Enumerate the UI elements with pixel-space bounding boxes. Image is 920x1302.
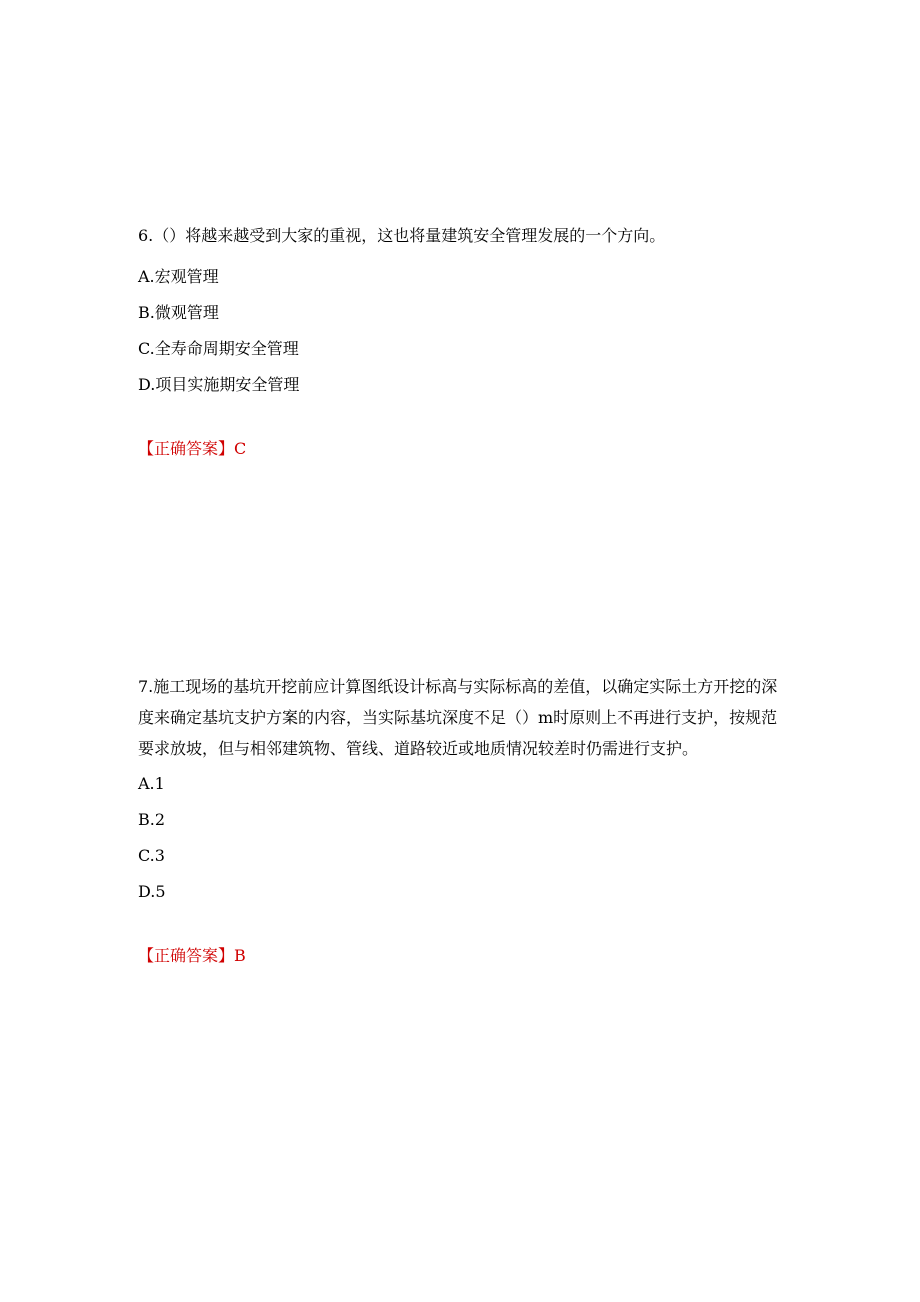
question-stem: 7.施工现场的基坑开挖前应计算图纸设计标高与实际标高的差值，以确定实际土方开挖的深度来确定基坑支护方案的内容，当实际基坑深度不足（）m时原则上不再进行支护，按规范要求放坡，但与相邻建筑物、管线、道路较近或地质情况较差时仍需进行支护。 [138, 677, 778, 758]
option-list [138, 766, 788, 910]
correct-answer [138, 944, 788, 968]
answer-label: 【正确答案】 [138, 946, 235, 965]
correct-answer [138, 437, 788, 461]
option-c: C.3 [138, 846, 165, 865]
question-6 [138, 223, 788, 461]
option-d: D.项目实施期安全管理 [138, 375, 300, 394]
option-b: B.微观管理 [138, 303, 219, 322]
question-7 [138, 671, 788, 968]
option-a: A.宏观管理 [138, 267, 219, 286]
answer-value: C [234, 439, 247, 458]
answer-value: B [234, 946, 246, 965]
option-a: A.1 [138, 774, 165, 793]
option-c: C.全寿命周期安全管理 [138, 339, 299, 358]
option-b: B.2 [138, 810, 166, 829]
question-stem: 6.（）将越来越受到大家的重视，这也将量建筑安全管理发展的一个方向。 [138, 226, 666, 245]
option-list [138, 259, 788, 403]
option-d: D.5 [138, 882, 166, 901]
answer-label: 【正确答案】 [138, 439, 235, 458]
